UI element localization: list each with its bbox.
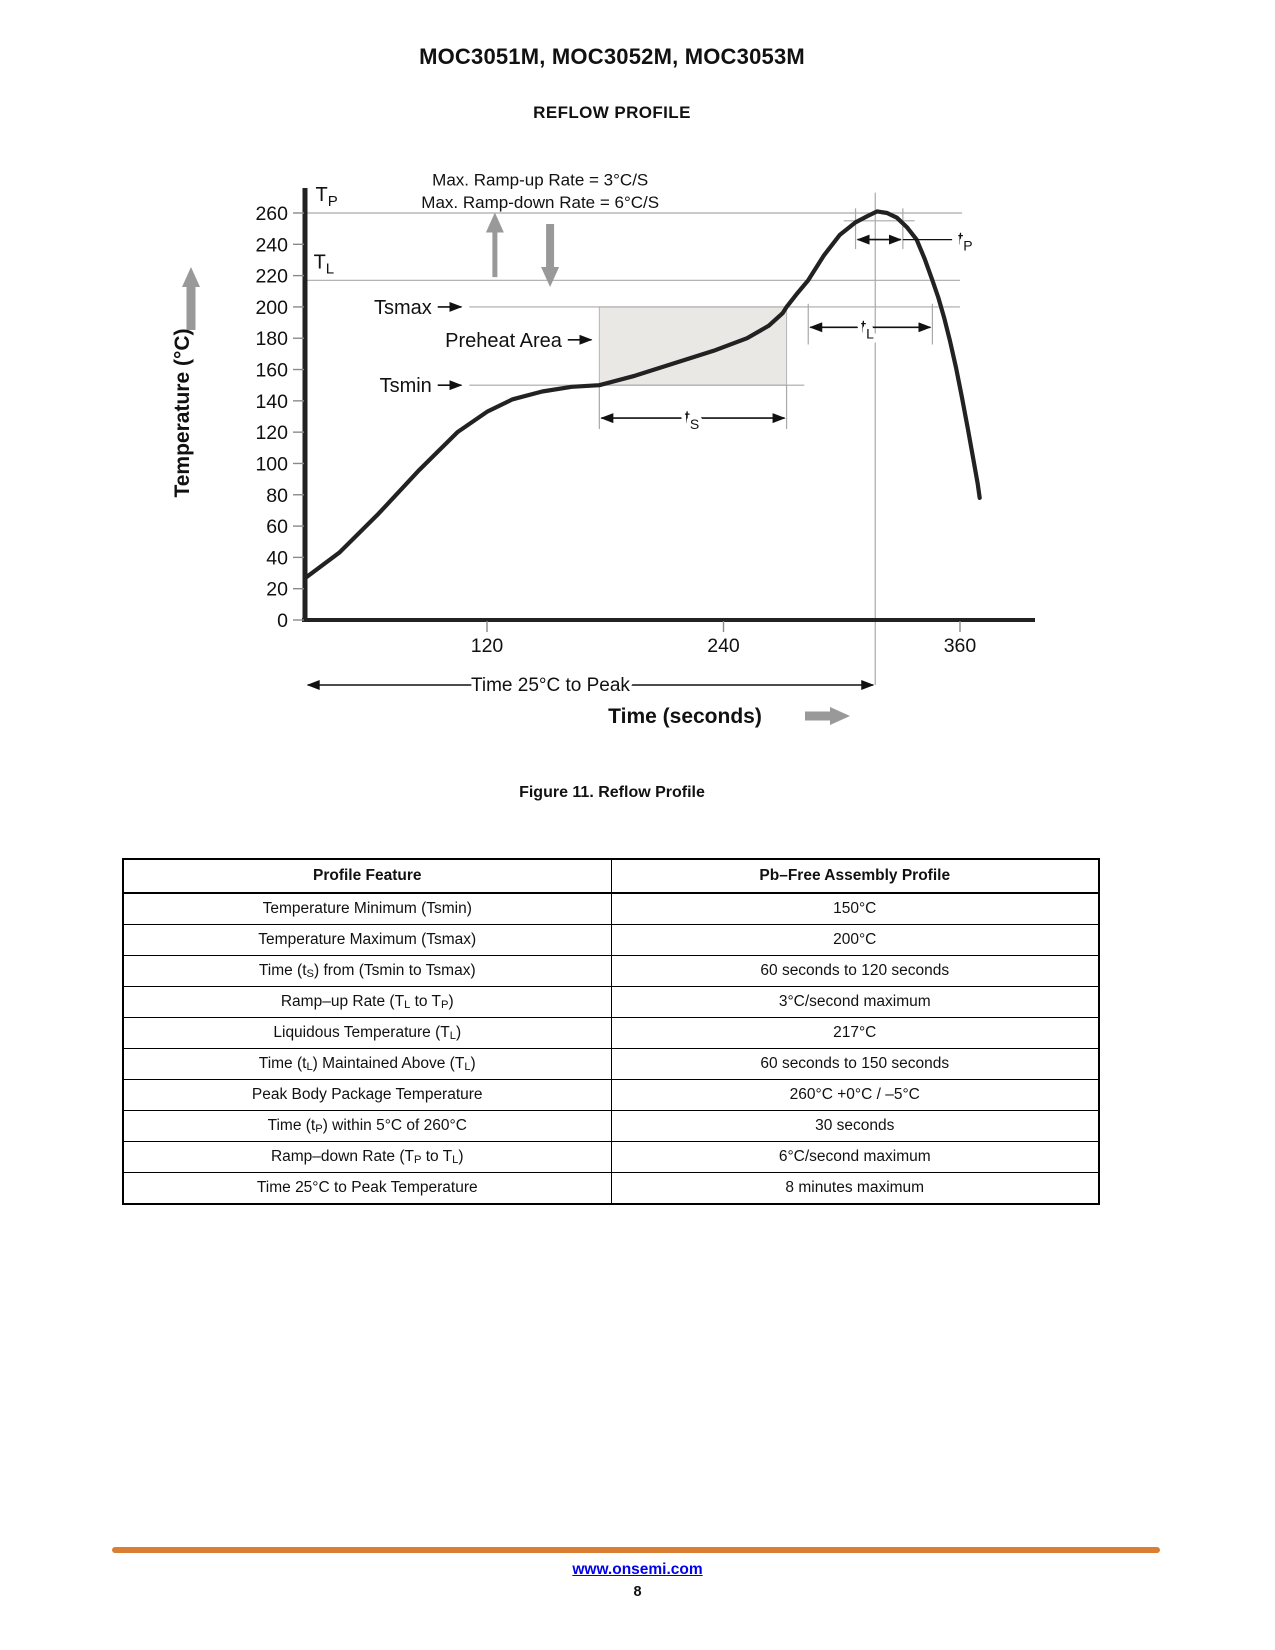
y-tick-label: 100 xyxy=(255,453,288,476)
table-cell: Ramp–down Rate ($T_P$ to $T_L$) xyxy=(123,1142,611,1173)
span-label xyxy=(685,408,700,432)
table-cell: Ramp–up Rate ($T_L$ to $T_P$) xyxy=(123,987,611,1018)
table-cell: Time 25°C to Peak Temperature xyxy=(123,1173,611,1205)
table-cell: 30 seconds xyxy=(611,1111,1099,1142)
table-cell: 200°C xyxy=(611,925,1099,956)
table-cell: Temperature Minimum (Tsmin) xyxy=(123,893,611,925)
ramp-rate-label: Max. Ramp-up Rate = 3°C/S xyxy=(432,170,649,190)
table-cell: 6°C/second maximum xyxy=(611,1142,1099,1173)
table-row xyxy=(123,925,1099,956)
span-label xyxy=(958,230,973,254)
y-tick-label: 240 xyxy=(255,234,288,257)
figure-caption: Figure 11. Reflow Profile xyxy=(519,784,705,801)
x-tick-label: 120 xyxy=(470,635,504,657)
section-heading: REFLOW PROFILE xyxy=(533,103,691,122)
axis-level-label xyxy=(316,184,338,210)
y-axis-title: Temperature (°C) xyxy=(171,328,194,498)
y-tick-label: 80 xyxy=(266,484,288,507)
axis-level-label-sub: P xyxy=(327,193,338,211)
table-row xyxy=(123,1111,1099,1142)
table-row xyxy=(123,1018,1099,1049)
table-header-row xyxy=(123,859,1099,893)
column-header-assembly-profile: Pb–Free Assembly Profile xyxy=(611,859,1099,893)
axis-level-label-sub: L xyxy=(325,260,335,278)
y-tick-label: 60 xyxy=(266,516,288,539)
preheat-area-label: Preheat Area xyxy=(445,329,562,352)
reflow-profile-chart xyxy=(165,158,1065,750)
y-tick-label: 220 xyxy=(255,265,288,288)
table-cell: Temperature Maximum (Tsmax) xyxy=(123,925,611,956)
span-label-main: t xyxy=(860,317,867,339)
table-row xyxy=(123,1080,1099,1111)
ramp-rate-label: Max. Ramp-down Rate = 6°C/S xyxy=(421,193,660,213)
span-label-main: t xyxy=(684,408,690,430)
page-title: MOC3051M, MOC3052M, MOC3053M xyxy=(419,44,805,69)
table-row xyxy=(123,1049,1099,1080)
table-row xyxy=(123,987,1099,1018)
tsmax-label: Tsmax xyxy=(374,296,432,319)
reflow-profile-figure xyxy=(165,158,1065,750)
span-label-sub: P xyxy=(963,237,973,254)
table-cell: 60 seconds to 150 seconds xyxy=(611,1049,1099,1080)
span-label xyxy=(861,317,874,341)
x-tick-label: 240 xyxy=(707,635,740,657)
table-cell: 8 minutes maximum xyxy=(611,1173,1099,1205)
table-cell: 217°C xyxy=(611,1018,1099,1049)
table-cell: 260°C +0°C / –5°C xyxy=(611,1080,1099,1111)
table-cell: Time $(t_L)$ Maintained Above $(T_L)$ xyxy=(123,1049,611,1080)
table-row xyxy=(123,956,1099,987)
span-label-sub: S xyxy=(689,416,700,433)
reflow-profile-table xyxy=(122,858,1100,1205)
x-tick-label: 360 xyxy=(943,635,977,657)
table-row xyxy=(123,1142,1099,1173)
span-label-main: t xyxy=(958,229,964,251)
y-tick-label: 180 xyxy=(255,328,288,351)
page-number: 8 xyxy=(633,1584,642,1600)
x-axis-title: Time (seconds) xyxy=(608,705,762,728)
span-label-sub: L xyxy=(866,325,874,342)
preheat-area xyxy=(599,307,786,385)
table-cell: Peak Body Package Temperature xyxy=(123,1080,611,1111)
y-tick-label: 140 xyxy=(255,390,288,413)
table-row xyxy=(123,1173,1099,1205)
table-cell: Time $(t_S)$ from (Tsmin to Tsmax) xyxy=(123,956,611,987)
y-tick-label: 20 xyxy=(266,578,288,601)
axis-level-label-main: T xyxy=(313,251,326,274)
footer-divider xyxy=(112,1547,1160,1553)
footer-link-row xyxy=(0,1561,1275,1579)
y-tick-label: 160 xyxy=(255,359,288,382)
table-row xyxy=(123,893,1099,925)
table-cell: Liquidous Temperature $(T_L)$ xyxy=(123,1018,611,1049)
onsemi-link[interactable]: www.onsemi.com xyxy=(572,1561,703,1578)
y-tick-label: 40 xyxy=(266,547,288,570)
axis-level-label-main: T xyxy=(315,184,328,207)
tsmin-label: Tsmin xyxy=(379,375,432,398)
y-tick-label: 260 xyxy=(255,202,288,225)
table-cell: 150°C xyxy=(611,893,1099,925)
table-cell: 60 seconds to 120 seconds xyxy=(611,956,1099,987)
table-cell: Time $(t_P)$ within 5°C of 260°C xyxy=(123,1111,611,1142)
time-to-peak-label: Time 25°C to Peak xyxy=(470,675,630,696)
column-header-profile-feature: Profile Feature xyxy=(123,859,611,893)
table-cell: 3°C/second maximum xyxy=(611,987,1099,1018)
y-tick-label: 120 xyxy=(255,422,288,445)
axis-level-label xyxy=(314,252,335,278)
y-tick-label: 200 xyxy=(255,296,288,319)
y-tick-label: 0 xyxy=(277,610,288,632)
